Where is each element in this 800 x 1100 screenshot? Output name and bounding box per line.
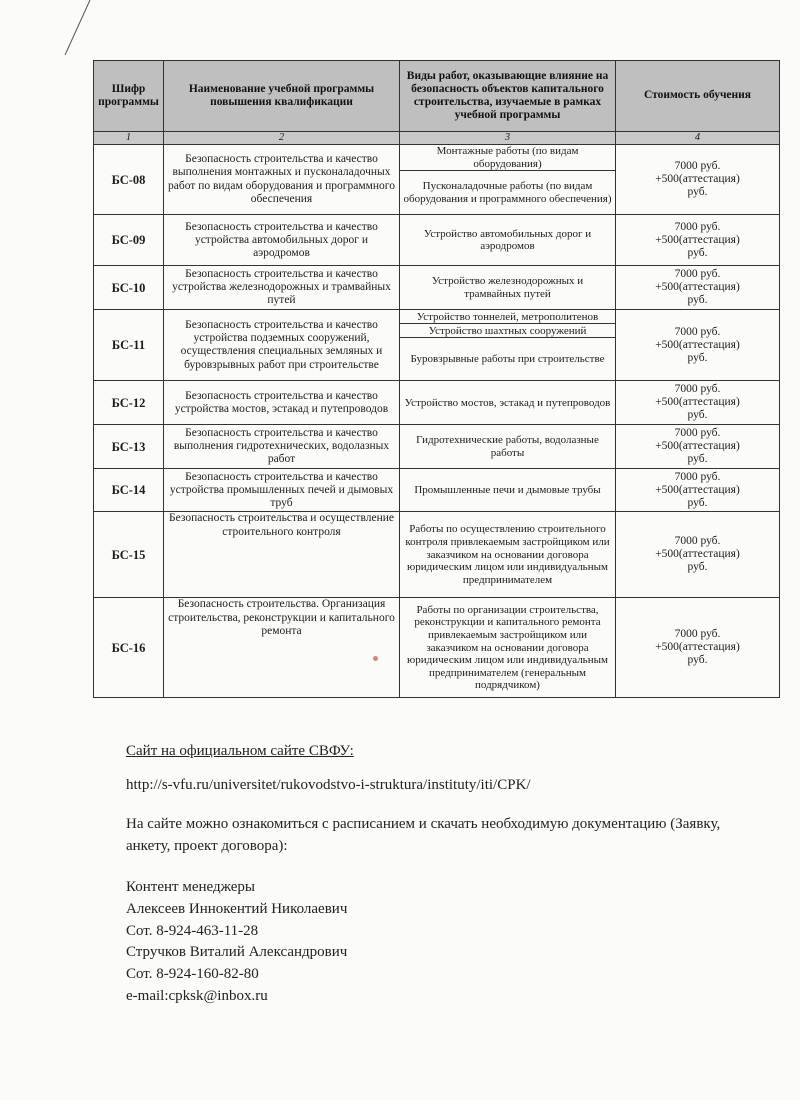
contacts-heading: Контент менеджеры <box>126 879 256 895</box>
table-row <box>94 145 780 171</box>
table-row <box>94 598 780 698</box>
price-base: 7000 руб. <box>674 427 721 440</box>
program-price <box>616 215 780 266</box>
table-row <box>94 266 780 310</box>
program-name: Безопасность строительства и качество устройства промышленных печей и дымовых труб <box>164 469 400 512</box>
price-attestation: +500(аттестация) <box>655 548 740 561</box>
price-currency: руб. <box>687 186 708 199</box>
program-name: Безопасность строительства и качество устройства подземных сооружений, осуществления специальных земляных и буровзрывных работ при строительстве <box>164 310 400 381</box>
price-base: 7000 руб. <box>674 628 721 641</box>
program-price <box>616 469 780 512</box>
price-base: 7000 руб. <box>674 383 721 396</box>
price-base: 7000 руб. <box>674 268 721 281</box>
price-currency: руб. <box>687 654 708 667</box>
price-currency: руб. <box>687 496 708 509</box>
table-row <box>94 310 780 324</box>
work-type: Буровзрывные работы при строительстве <box>400 338 616 381</box>
contact-phone: Сот. 8-924-463-11-28 <box>126 922 259 939</box>
program-price <box>616 425 780 469</box>
program-price <box>616 512 780 598</box>
price-attestation: +500(аттестация) <box>655 440 740 453</box>
column-numbers-row <box>94 132 780 145</box>
column-number: 2 <box>164 132 400 145</box>
header-work-types: Виды работ, оказывающие влияние на безопасность объектов капитального строительства, изучаемые в рамках учебной программы <box>400 61 616 132</box>
program-code: БС-15 <box>94 512 164 598</box>
work-type: Гидротехнические работы, водолазные работы <box>400 425 616 469</box>
price-base: 7000 руб. <box>674 470 721 483</box>
price-currency: руб. <box>687 409 708 422</box>
price-currency: руб. <box>687 351 708 364</box>
price-attestation: +500(аттестация) <box>655 641 740 654</box>
work-type: Промышленные печи и дымовые трубы <box>400 469 616 512</box>
work-type: Устройство железнодорожных и трамвайных путей <box>400 266 616 310</box>
table-header-row <box>94 61 780 132</box>
price-base: 7000 руб. <box>674 159 721 172</box>
column-number: 4 <box>616 132 780 145</box>
price-attestation: +500(аттестация) <box>655 483 740 496</box>
price-currency: руб. <box>687 561 708 574</box>
program-price <box>616 266 780 310</box>
table-row <box>94 215 780 266</box>
contact-email-link[interactable]: e-mail:cpksk@inbox.ru <box>126 987 268 1004</box>
price-attestation: +500(аттестация) <box>655 396 740 409</box>
price-base: 7000 руб. <box>674 220 721 233</box>
program-code: БС-10 <box>94 266 164 310</box>
site-heading: Сайт на официальном сайте СВФУ: <box>126 743 354 759</box>
work-type: Устройство мостов, эстакад и путепроводов <box>400 381 616 425</box>
table-row <box>94 425 780 469</box>
program-price <box>616 381 780 425</box>
program-code: БС-14 <box>94 469 164 512</box>
program-name: Безопасность строительства и качество выполнения гидротехнических, водолазных работ <box>164 425 400 469</box>
ink-spot <box>373 656 378 661</box>
contact-phone: Сот. 8-924-160-82-80 <box>126 966 259 982</box>
programs-table <box>93 60 780 698</box>
program-name: Безопасность строительства и качество выполнения монтажных и пусконаладочных работ по видам оборудования и программного обеспечения <box>164 145 400 215</box>
contacts-block <box>126 877 347 1008</box>
price-attestation: +500(аттестация) <box>655 281 740 294</box>
work-type: Работы по организации строительства, реконструкции и капитального ремонта привлекаемым застройщиком или заказчиком на основании договора юридическим лицом или индивидуальным предпринимателем (генеральным подрядчиком) <box>400 598 616 698</box>
program-price <box>616 310 780 381</box>
price-base: 7000 руб. <box>674 325 721 338</box>
site-description: На сайте можно ознакомиться с расписанием и скачать необходимую документацию (Заявку, анкету, проект договора): <box>126 816 721 854</box>
price-currency: руб. <box>687 294 708 307</box>
contact-name: Алексеев Иннокентий Николаевич <box>126 900 348 917</box>
work-type: Работы по осуществлению строительного контроля привлекаемым застройщиком или заказчиком на основании договора юридическим лицом или индивидуальным предпринимателем <box>400 512 616 598</box>
header-program-name: Наименование учебной программы повышения квалификации <box>164 61 400 132</box>
program-code: БС-16 <box>94 598 164 698</box>
header-price: Стоимость обучения <box>616 61 780 132</box>
program-code: БС-08 <box>94 145 164 215</box>
program-price <box>616 145 780 215</box>
program-code: БС-11 <box>94 310 164 381</box>
table-row <box>94 381 780 425</box>
column-number: 1 <box>94 132 164 145</box>
work-type: Пусконаладочные работы (по видам оборудования и программного обеспечения) <box>400 171 616 215</box>
price-attestation: +500(аттестация) <box>655 338 740 351</box>
program-code: БС-13 <box>94 425 164 469</box>
contact-name: Стручков Виталий Александрович <box>126 944 348 961</box>
program-name: Безопасность строительства. Организация строительства, реконструкции и капитального ремонта <box>164 598 400 698</box>
work-type: Устройство автомобильных дорог и аэродромов <box>400 215 616 266</box>
work-type: Монтажные работы (по видам оборудования) <box>400 145 616 171</box>
site-url-link[interactable]: http://s-vfu.ru/universitet/rukovodstvo-i-struktura/instituty/iti/CPK/ <box>126 777 531 793</box>
table-row <box>94 512 780 598</box>
program-name: Безопасность строительства и качество устройства железнодорожных и трамвайных путей <box>164 266 400 310</box>
table-row <box>94 469 780 512</box>
price-attestation: +500(аттестация) <box>655 173 740 186</box>
program-price <box>616 598 780 698</box>
program-code: БС-09 <box>94 215 164 266</box>
program-name: Безопасность строительства и осуществление строительного контроля <box>164 512 400 598</box>
program-name: Безопасность строительства и качество устройства автомобильных дорог и аэродромов <box>164 215 400 266</box>
header-code: Шифр программы <box>94 61 164 132</box>
price-currency: руб. <box>687 246 708 259</box>
price-attestation: +500(аттестация) <box>655 233 740 246</box>
price-currency: руб. <box>687 453 708 466</box>
column-number: 3 <box>400 132 616 145</box>
program-code: БС-12 <box>94 381 164 425</box>
work-type: Устройство тоннелей, метрополитенов <box>400 310 616 324</box>
work-type: Устройство шахтных сооружений <box>400 324 616 338</box>
price-base: 7000 руб. <box>674 535 721 548</box>
program-name: Безопасность строительства и качество устройства мостов, эстакад и путепроводов <box>164 381 400 425</box>
